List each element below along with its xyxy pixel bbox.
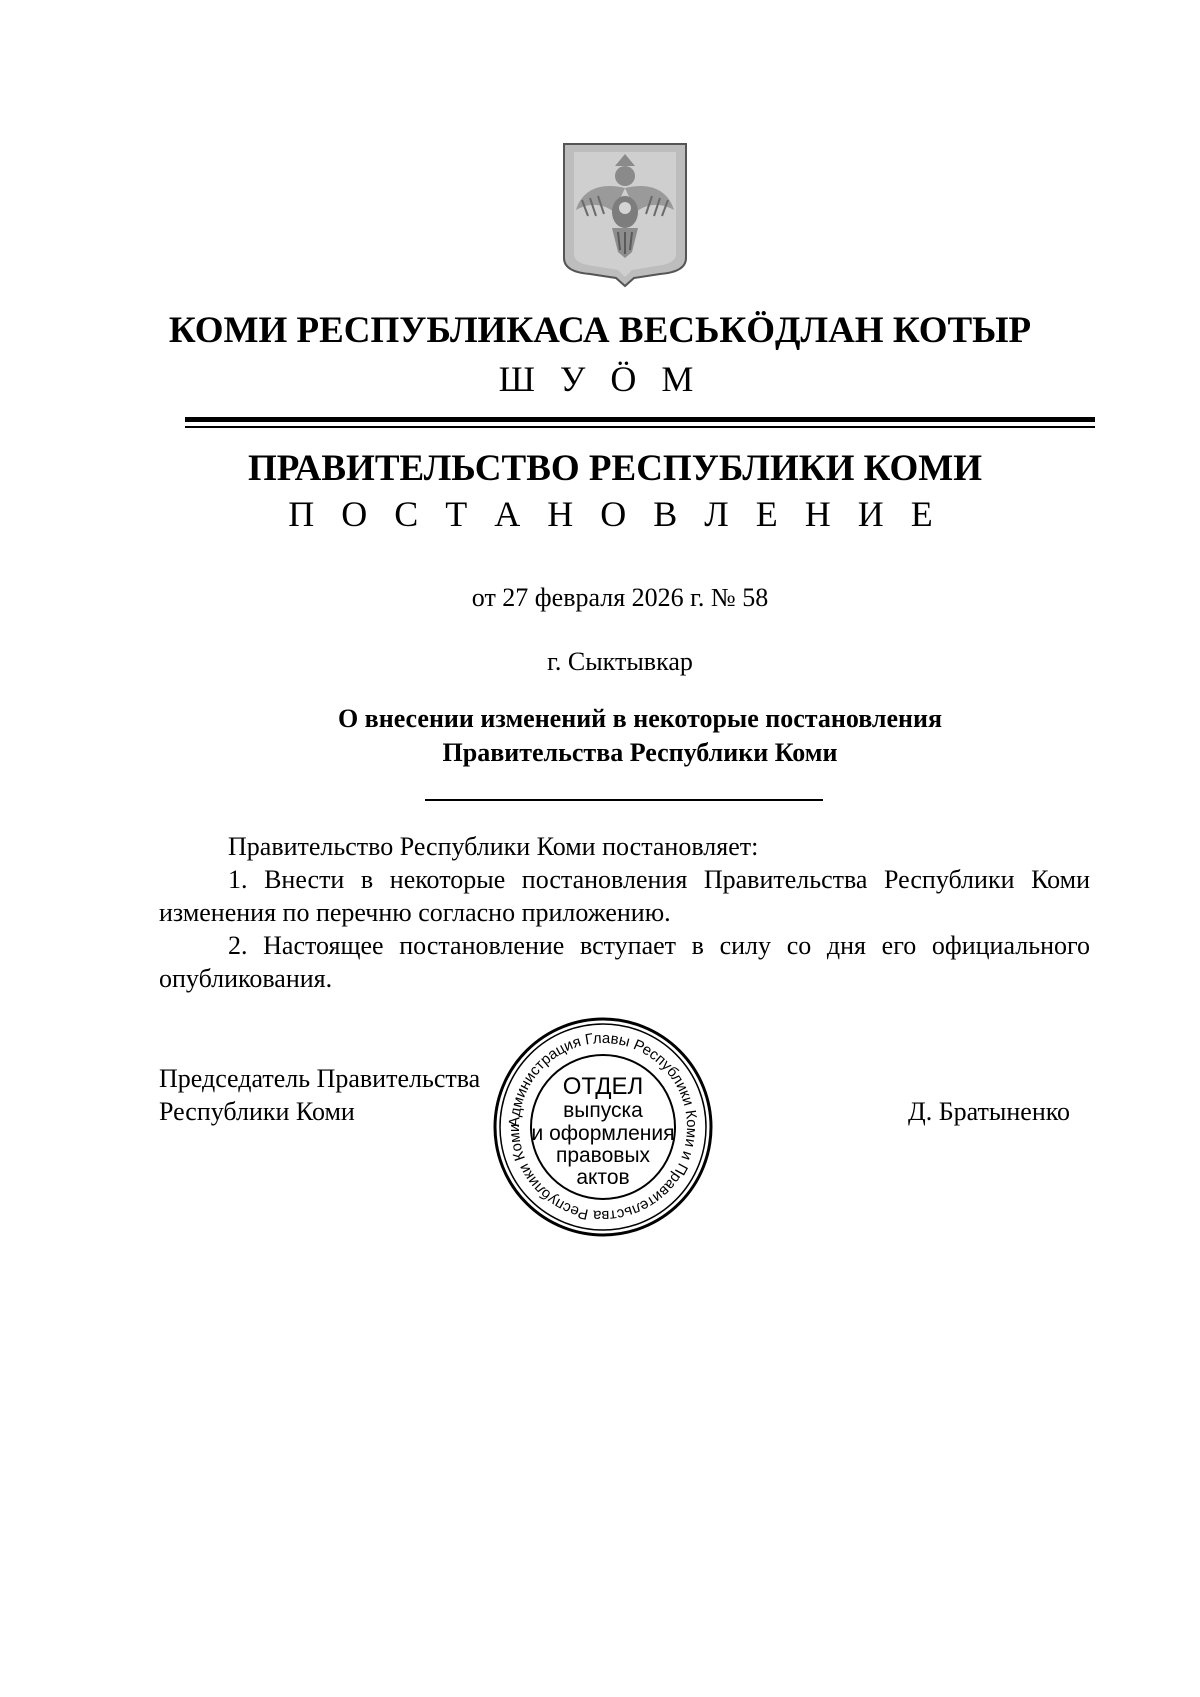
subject-line-1: О внесении изменений в некоторые постановления — [337, 704, 943, 733]
stamp-line-4: правовых — [555, 1144, 651, 1167]
subject-underline — [425, 799, 823, 801]
signatory-name: Д. Братыненко — [908, 1097, 1071, 1126]
stamp-line-5: актов — [576, 1166, 630, 1189]
document-type: П О С Т А Н О В Л Е Н И Е — [288, 494, 942, 534]
coat-of-arms-icon — [560, 140, 690, 288]
signatory-position-line-1: Председатель Правительства — [159, 1064, 481, 1093]
subject-line-2: Правительства Республики Коми — [442, 738, 838, 767]
document-body — [159, 830, 1090, 995]
stamp-ring-text: Администрация Главы Республики Коми и Правительства Республики Коми — [505, 1029, 701, 1225]
document-subject — [280, 702, 1000, 770]
header-title-komi: КОМИ РЕСПУБЛИКАСА ВЕСЬКӦДЛАН КОТЫР — [168, 310, 1032, 351]
stamp-line-1: ОТДЕЛ — [562, 1073, 644, 1100]
official-stamp — [490, 1014, 716, 1240]
date-number: от 27 февраля 2026 г. № 58 — [471, 583, 769, 612]
stamp-line-3: и оформления — [531, 1122, 675, 1145]
city: г. Сыктывкар — [547, 647, 693, 676]
signatory-position-line-2: Республики Коми — [159, 1097, 355, 1126]
government-title: ПРАВИТЕЛЬСТВО РЕСПУБЛИКИ КОМИ — [248, 448, 982, 489]
signatory-position — [159, 1062, 480, 1128]
body-item-2: 2. Настоящее постановление вступает в силу со дня его официального опубликования. — [159, 931, 1090, 993]
header-divider-thick — [185, 417, 1095, 422]
body-lead: Правительство Республики Коми постановляет: — [228, 832, 759, 861]
header-divider-thin — [185, 426, 1095, 428]
body-item-1: 1. Внести в некоторые постановления Правительства Республики Коми изменения по перечню согласно приложению. — [159, 865, 1090, 927]
header-doc-type-komi: Ш У Ӧ М — [498, 359, 702, 399]
stamp-line-2: выпуска — [563, 1099, 643, 1122]
